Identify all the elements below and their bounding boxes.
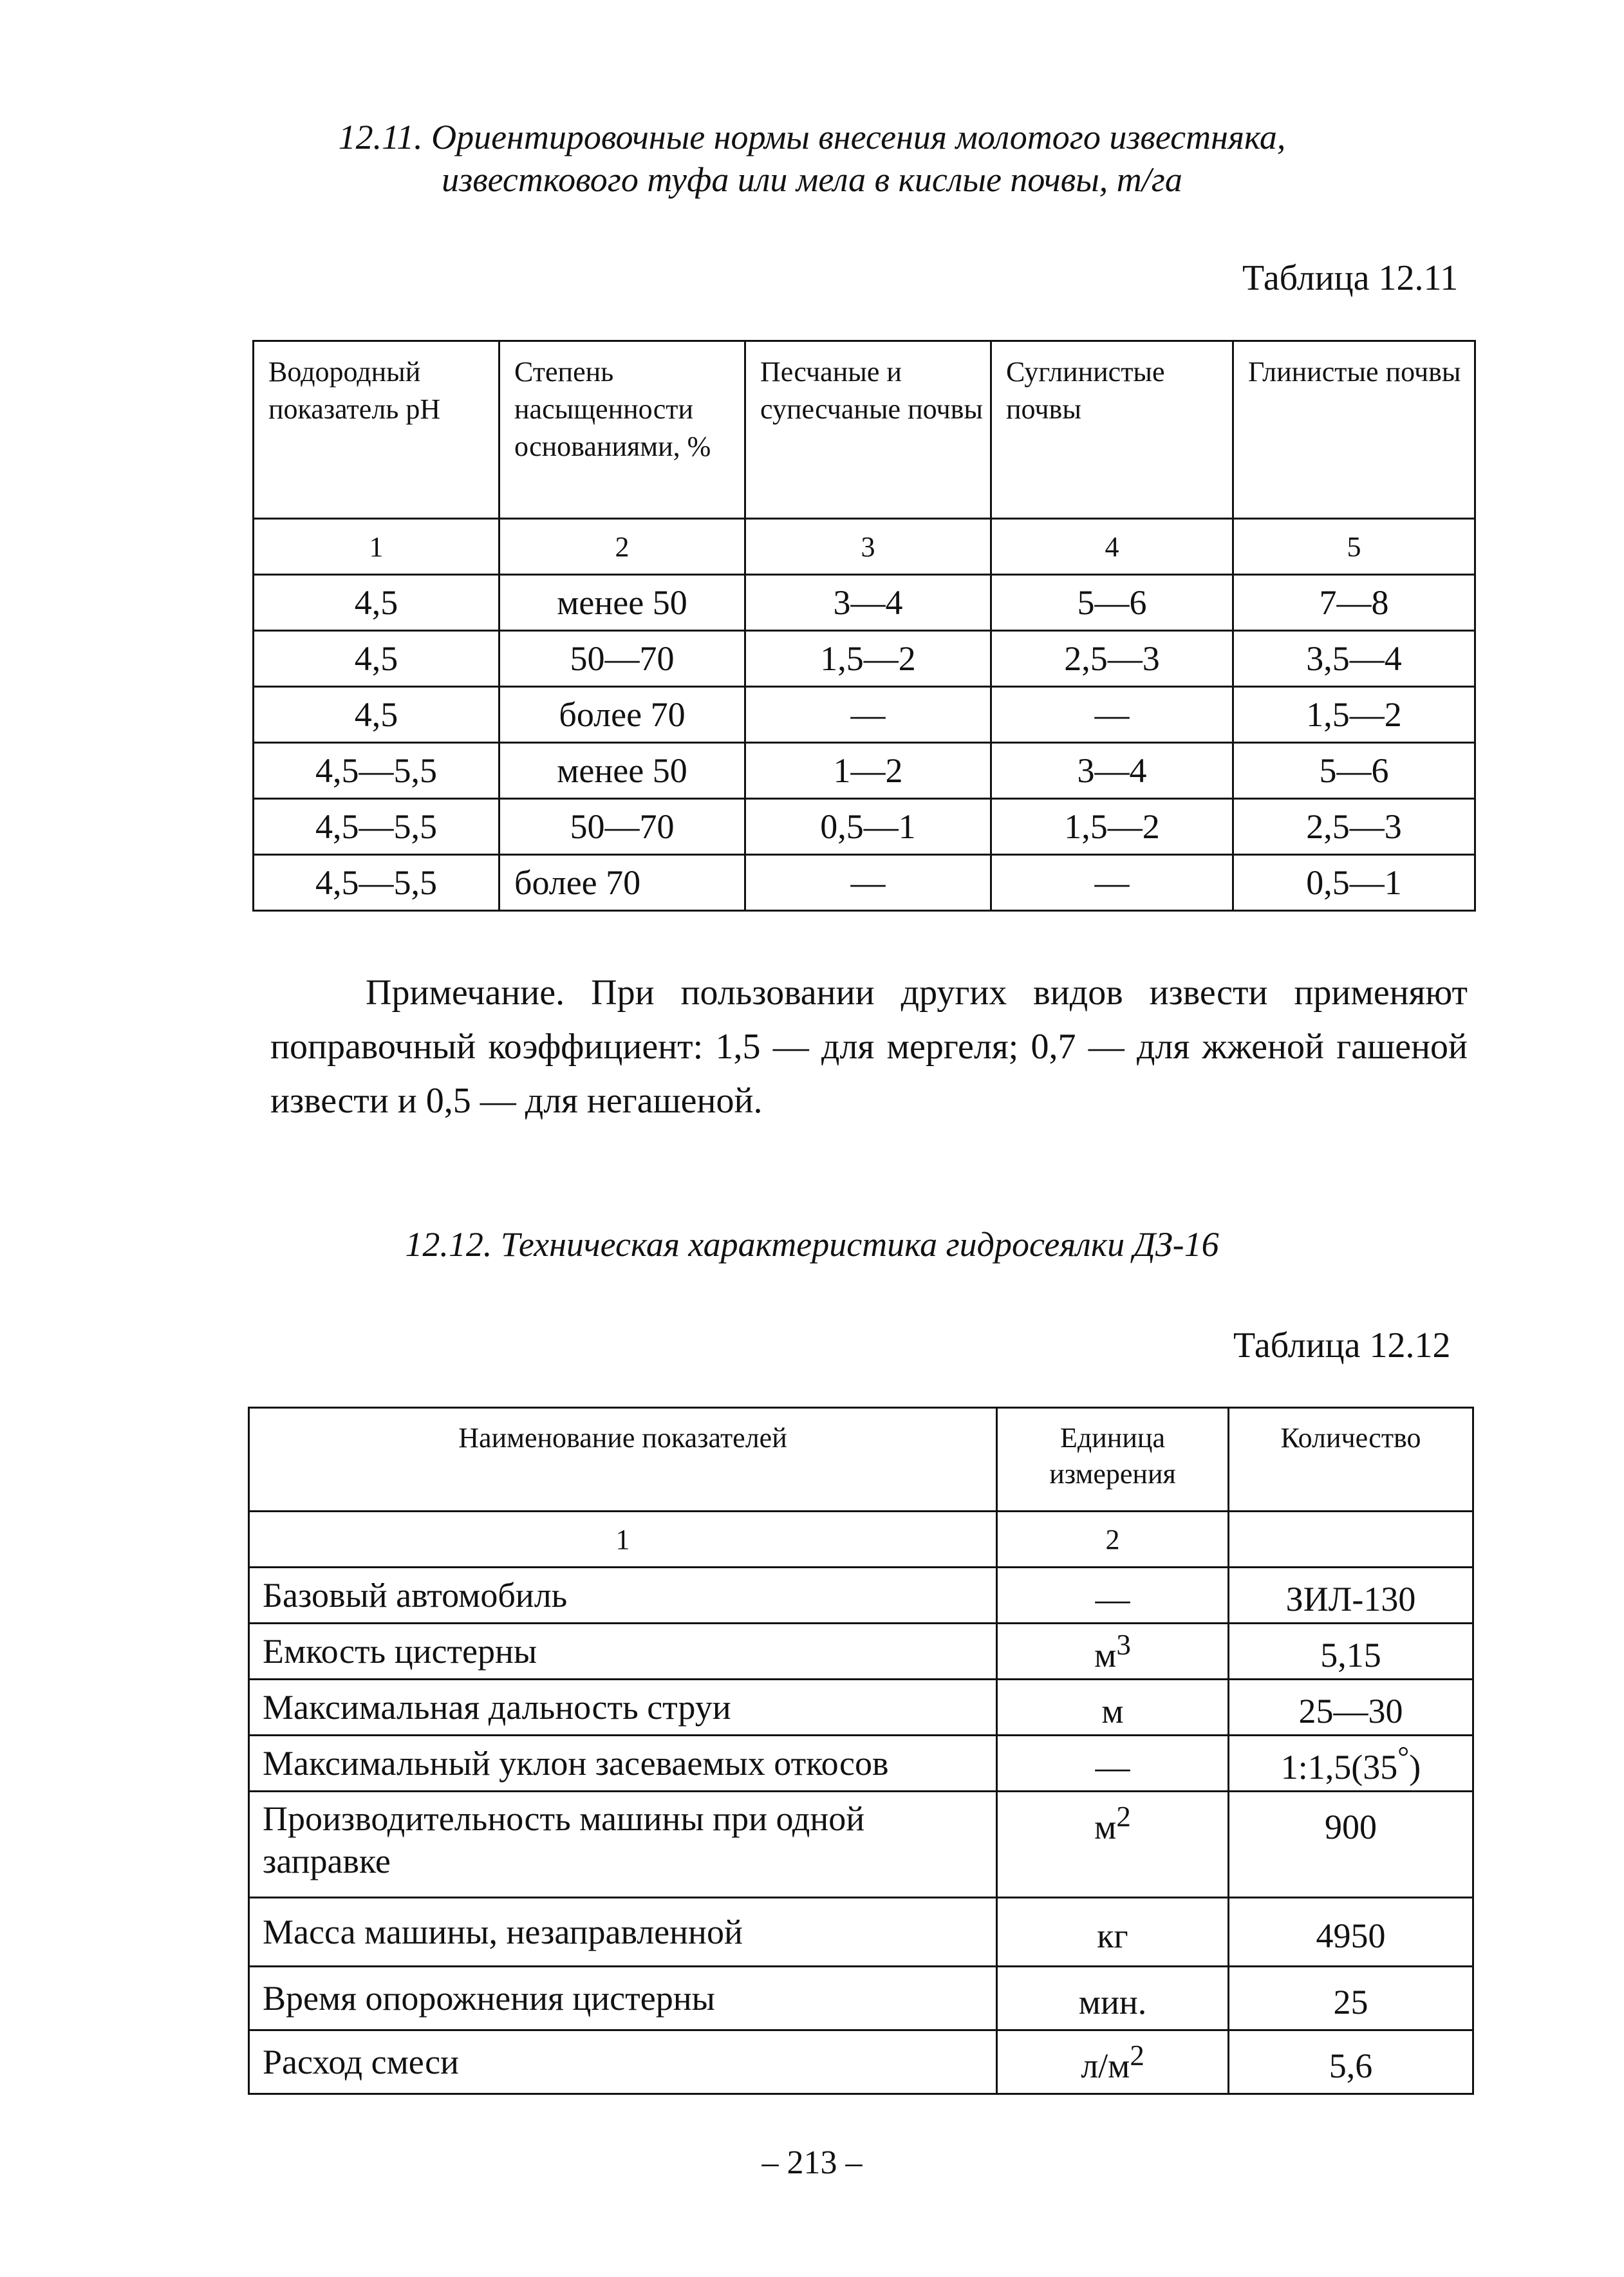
table-cell: 4,5—5,5 xyxy=(254,799,499,855)
quantity-superscript: ° xyxy=(1397,1740,1410,1773)
table-cell: 5—6 xyxy=(991,575,1233,631)
parameter-name: Максимальный уклон засеваемых откосов xyxy=(249,1736,997,1792)
unit-text: — xyxy=(1095,1747,1130,1786)
table-cell: 50—70 xyxy=(499,631,745,687)
column-number: 1 xyxy=(254,519,499,575)
quantity-cell xyxy=(1229,1568,1473,1624)
parameter-name: Емкость цистерны xyxy=(249,1624,997,1680)
column-number-row xyxy=(254,519,1475,575)
unit-cell xyxy=(997,1898,1229,1967)
header-saturation: Степень насыщенности основаниями, % xyxy=(499,341,745,519)
unit-cell xyxy=(997,1967,1229,2030)
table-cell: менее 50 xyxy=(499,575,745,631)
header-ph: Водородный показатель рН xyxy=(254,341,499,519)
column-number-row xyxy=(249,1512,1473,1568)
parameter-name: Масса машины, незаправленной xyxy=(249,1898,997,1967)
unit-text: м xyxy=(1094,1808,1117,1846)
page-number: – 213 – xyxy=(761,2144,863,2181)
table-cell: 5—6 xyxy=(1233,743,1475,799)
table-cell: 4,5—5,5 xyxy=(254,855,499,911)
header-clay-soils: Глинистые почвы xyxy=(1233,341,1475,519)
table-row xyxy=(249,1736,1473,1792)
parameter-name: Максимальная дальность струи xyxy=(249,1680,997,1736)
table-header-row xyxy=(254,341,1475,519)
unit-superscript: 2 xyxy=(1130,2039,1144,2072)
table-cell: 4,5 xyxy=(254,575,499,631)
table-cell: 3—4 xyxy=(745,575,991,631)
table-row xyxy=(254,575,1475,631)
quantity-text: 5,6 xyxy=(1329,2046,1373,2085)
column-number: 2 xyxy=(499,519,745,575)
table-cell: 4,5 xyxy=(254,631,499,687)
header-parameter-name: Наименование показателей xyxy=(249,1408,997,1512)
table-cell: 3—4 xyxy=(991,743,1233,799)
table-12-11-caption: Таблица 12.11 xyxy=(1242,258,1459,298)
parameter-name: Производительность машины при одной заправке xyxy=(249,1792,997,1898)
quantity-cell xyxy=(1229,1967,1473,2030)
unit-text: л/м xyxy=(1081,2046,1130,2085)
table-cell: 1,5—2 xyxy=(745,631,991,687)
column-number: 4 xyxy=(991,519,1233,575)
quantity-cell xyxy=(1229,1792,1473,1898)
quantity-cell xyxy=(1229,1624,1473,1680)
table-cell: 1,5—2 xyxy=(991,799,1233,855)
table-cell: — xyxy=(745,687,991,743)
table-cell: 3,5—4 xyxy=(1233,631,1475,687)
table-12-11-title xyxy=(0,116,1624,201)
title-line-2: известкового туфа или мела в кислые почвы, т/га xyxy=(442,160,1182,199)
table-header-row xyxy=(249,1408,1473,1512)
table-row xyxy=(249,1898,1473,1967)
table-row xyxy=(254,855,1475,911)
quantity-text: 900 xyxy=(1325,1808,1377,1846)
quantity-text: ЗИЛ-130 xyxy=(1285,1579,1416,1618)
table-cell: более 70 xyxy=(499,687,745,743)
table-cell: 7—8 xyxy=(1233,575,1475,631)
table-row xyxy=(249,1624,1473,1680)
table-row xyxy=(249,1967,1473,2030)
parameter-name: Время опорожнения цистерны xyxy=(249,1967,997,2030)
unit-superscript: 3 xyxy=(1116,1628,1131,1661)
table-row xyxy=(249,1792,1473,1898)
table-cell: — xyxy=(991,687,1233,743)
table-cell: — xyxy=(745,855,991,911)
quantity-cell xyxy=(1229,1680,1473,1736)
table-row xyxy=(249,1680,1473,1736)
column-number: 5 xyxy=(1233,519,1475,575)
unit-text: кг xyxy=(1097,1916,1128,1955)
parameter-name: Расход смеси xyxy=(249,2030,997,2094)
header-sandy-soils: Песчаные и супесчаные почвы xyxy=(745,341,991,519)
column-number: 2 xyxy=(997,1512,1229,1568)
quantity-text: 4950 xyxy=(1316,1916,1386,1955)
table-cell: 0,5—1 xyxy=(745,799,991,855)
unit-text: мин. xyxy=(1078,1982,1147,2021)
table-cell: 2,5—3 xyxy=(1233,799,1475,855)
unit-cell xyxy=(997,2030,1229,2094)
table-row xyxy=(254,631,1475,687)
unit-cell xyxy=(997,1568,1229,1624)
table-cell: 2,5—3 xyxy=(991,631,1233,687)
table-cell: 0,5—1 xyxy=(1233,855,1475,911)
table-row xyxy=(249,1568,1473,1624)
unit-text: м xyxy=(1101,1691,1124,1730)
unit-text: — xyxy=(1095,1579,1130,1618)
table-12-12 xyxy=(248,1407,1474,2095)
table-cell: 4,5 xyxy=(254,687,499,743)
quantity-text: 5,15 xyxy=(1320,1635,1381,1674)
unit-cell xyxy=(997,1792,1229,1898)
column-number: 3 xyxy=(745,519,991,575)
table-row xyxy=(254,687,1475,743)
column-number xyxy=(1229,1512,1473,1568)
header-loamy-soils: Суглинистые почвы xyxy=(991,341,1233,519)
unit-cell xyxy=(997,1624,1229,1680)
title-line-1: 12.11. Ориентировочные нормы внесения молотого известняка, xyxy=(338,118,1286,156)
table-12-11 xyxy=(252,340,1476,912)
quantity-text: 25 xyxy=(1333,1982,1368,2021)
table-cell: 4,5—5,5 xyxy=(254,743,499,799)
header-unit: Единица измерения xyxy=(997,1408,1229,1512)
quantity-tail: ) xyxy=(1409,1747,1421,1786)
table-row xyxy=(249,2030,1473,2094)
table-cell: 1,5—2 xyxy=(1233,687,1475,743)
quantity-cell xyxy=(1229,2030,1473,2094)
note-paragraph: Примечание. При пользовании других видов извести применяют поправочный коэффициент: 1,5 — для мергеля; 0,7 — для жженой гашеной извести и 0,5 — для негашеной. xyxy=(270,973,1468,1121)
quantity-cell xyxy=(1229,1898,1473,1967)
parameter-name: Базовый автомобиль xyxy=(249,1568,997,1624)
quantity-text: 1:1,5(35 xyxy=(1280,1747,1398,1786)
table-cell: менее 50 xyxy=(499,743,745,799)
table-cell: более 70 xyxy=(499,855,745,911)
quantity-cell xyxy=(1229,1736,1473,1792)
unit-superscript: 2 xyxy=(1116,1801,1131,1833)
table-cell: — xyxy=(991,855,1233,911)
unit-text: м xyxy=(1094,1635,1117,1674)
table-cell: 1—2 xyxy=(745,743,991,799)
table-12-12-title: 12.12. Техническая характеристика гидросеялки ДЗ-16 xyxy=(405,1225,1219,1264)
unit-cell xyxy=(997,1736,1229,1792)
table-12-12-caption: Таблица 12.12 xyxy=(1233,1326,1451,1365)
table-row xyxy=(254,743,1475,799)
header-quantity: Количество xyxy=(1229,1408,1473,1512)
unit-cell xyxy=(997,1680,1229,1736)
quantity-text: 25—30 xyxy=(1298,1691,1403,1730)
table-row xyxy=(254,799,1475,855)
table-cell: 50—70 xyxy=(499,799,745,855)
column-number: 1 xyxy=(249,1512,997,1568)
